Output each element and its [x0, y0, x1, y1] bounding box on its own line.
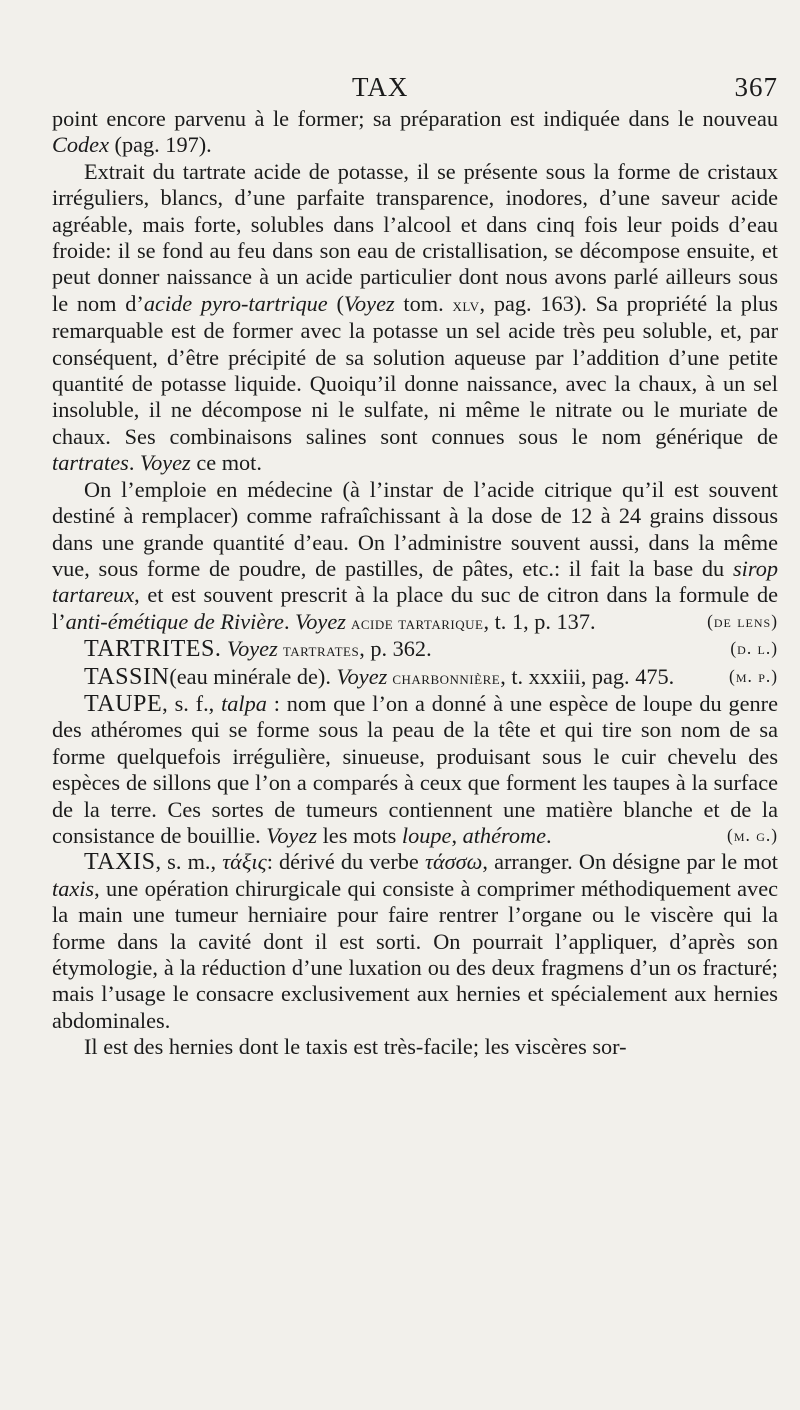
entry-tassin: TASSIN(eau minérale de). Voyez charbonnière, t. xxxiii, pag. 475. (m. p.)	[84, 663, 778, 690]
paragraph-continuation: point encore parvenu à le former; sa préparation est indiquée dans le nouveau Codex (pag. 197).	[52, 106, 778, 158]
author-signature: (m. g.)	[727, 825, 778, 845]
entry-taxis: TAXIS, s. m., τάξις: dérivé du verbe τάσσω, arranger. On désigne par le mot taxis, une opération chirurgicale qui consiste à comprimer méthodiquement avec la main une tumeur herniaire pour faire rentrer l’organe ou le viscère qui la forme dans la cavité dont il est sorti. On pourrait l’appliquer, d’après son étymologie, à la réduction d’une luxation ou des deux fragmens d’un os fracturé; mais l’usage le consacre exclusivement aux hernies et spécialement aux hernies abdominales.	[52, 849, 779, 1033]
page-number: 367	[734, 72, 778, 102]
entry-headword: TAUPE	[84, 690, 163, 717]
entry-headword: TASSIN	[84, 663, 170, 690]
author-signature: (m. p.)	[729, 666, 778, 686]
entry-headword: TAXIS	[84, 849, 156, 876]
entry-tartrites: TARTRITES. Voyez tartrates, p. 362. (d. l.)	[84, 636, 778, 663]
author-signature: (d. l.)	[730, 639, 778, 659]
paragraph-medical-use: On l’emploie en médecine (à l’instar de l’acide citrique qu’il est souvent destiné à remplacer) comme rafraîchissant à la dose de 12 à 24 grains dissous dans une grande quantité d’eau. On l’administre souvent aussi, dans la même vue, sous forme de poudre, de pastilles, de pâtes, etc.: il fait la base du sirop tartareux, et est souvent prescrit à la place du suc de citron dans la formule de l’anti-émétique de Rivière. Voyez acide tartarique, t. 1, p. 137. (de lens)	[52, 476, 778, 634]
body-text	[52, 106, 778, 1061]
running-head	[52, 72, 778, 106]
entry-headword: TARTRITES.	[84, 636, 222, 663]
entry-taupe: TAUPE, s. f., talpa : nom que l’on a donné à une espèce de loupe du genre des athéromes qui se forme sous la peau de la tête et qui tire son nom de sa forme quelquefois irrégulière, sinueuse, produisant sous le cuir chevelu des espèces de sillons que l’on a comparés à ceux que forment les taupes à la surface de la terre. Ces sortes de tumeurs contiennent une matière blanche et de la consistance de bouillie. Voyez les mots loupe, athérome. (m. g.)	[52, 690, 778, 848]
paragraph-tartaric-acid-properties: Extrait du tartrate acide de potasse, il se présente sous la forme de cristaux irréguliers, blancs, d’une parfaite transparence, inodores, d’une saveur acide agréable, mais forte, solubles dans l’alcool et dans cinq fois leur poids d’eau froide: il se fond au feu dans son eau de cristallisation, se décompose ensuite, et peut donner naissance à un acide particulier dont nous avons parlé ailleurs sous le nom d’acide pyro-tartrique (Voyez tom. xlv, pag. 163). Sa propriété la plus remarquable est de former avec la potasse un sel acide très peu soluble, et, par conséquent, d’être précipité de sa solution aqueuse par l’addition d’une petite quantité de potasse liquide. Quoiqu’il donne naissance, avec la chaux, à un sel insoluble, il ne décompose ni le sulfate, ni même le nitrate ou le muriate de chaux. Ses combinaisons salines sont connues sous le nom générique de tartrates. Voyez ce mot.	[52, 158, 778, 476]
paragraph-taxis-continued: Il est des hernies dont le taxis est très-facile; les viscères sor-	[84, 1034, 627, 1060]
running-head-title: TAX	[352, 72, 409, 102]
author-signature: (de lens)	[707, 611, 778, 631]
